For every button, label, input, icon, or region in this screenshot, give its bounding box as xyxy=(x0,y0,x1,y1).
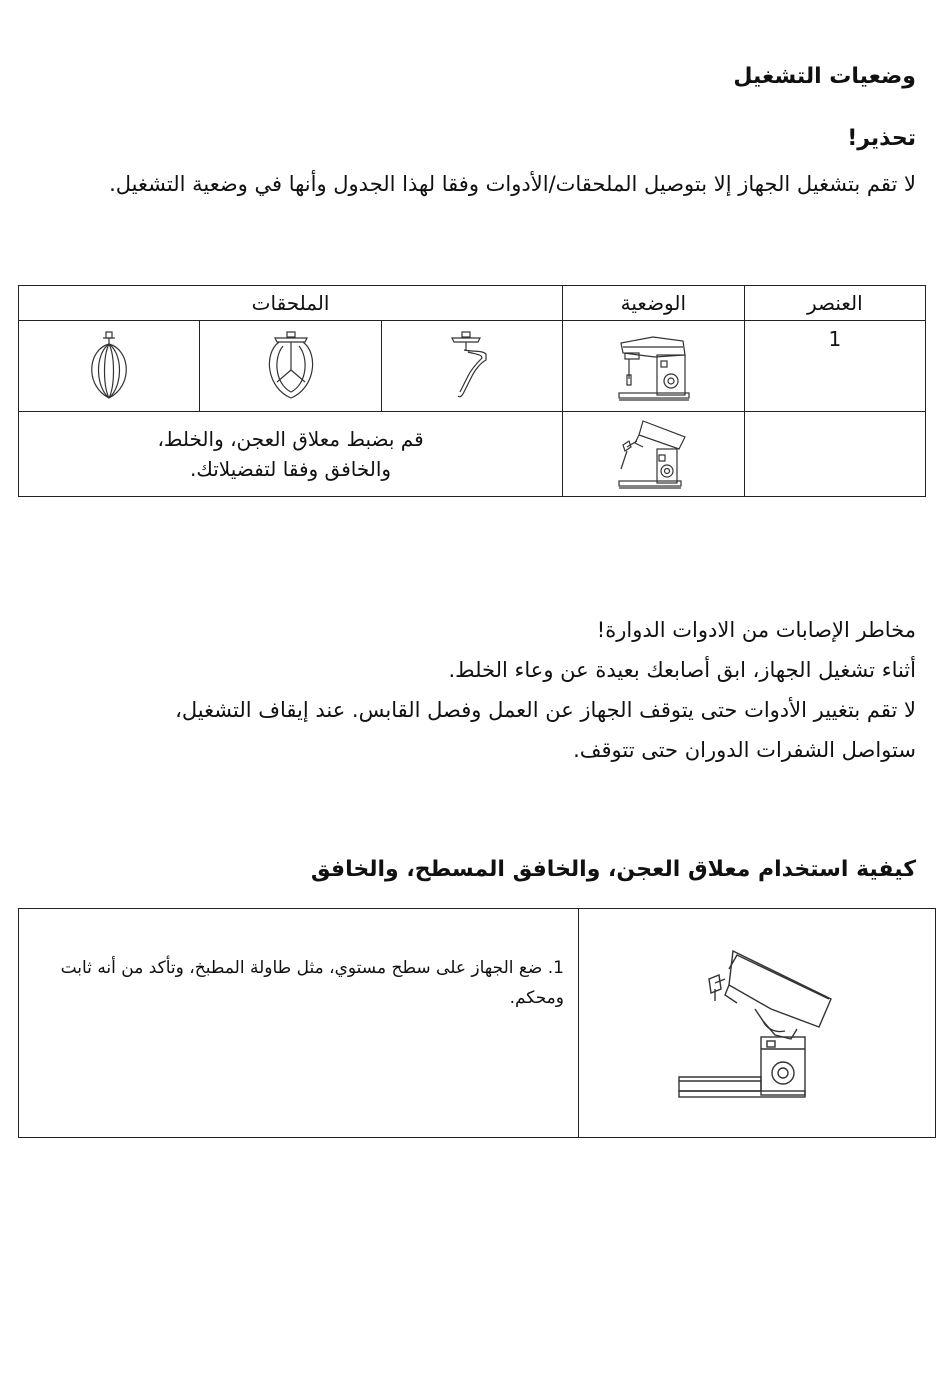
how-to-title: كيفية استخدام معلاق العجن، والخافق المسطح، والخافق xyxy=(310,857,916,882)
item-number: 1 xyxy=(744,321,925,412)
step1-text-cell xyxy=(19,909,579,1138)
mixer-tilted-icon xyxy=(613,417,693,491)
header-accessories: الملحقات xyxy=(19,286,563,321)
positions-table xyxy=(18,285,926,497)
step1-text: 1. ضع الجهاز على سطح مستوي، مثل طاولة المطبخ، وتأكد من أنه ثابت ومحكم. xyxy=(60,958,564,1008)
header-item: العنصر xyxy=(744,286,925,321)
danger-line2: أثناء تشغيل الجهاز، ابق أصابعك بعيدة عن وعاء الخلط. xyxy=(448,658,916,682)
danger-line4: ستواصل الشفرات الدوران حتى تتوقف. xyxy=(573,738,916,762)
adjust-note-line2: والخافق وفقا لتفضيلاتك. xyxy=(190,457,392,481)
header-position: الوضعية xyxy=(563,286,744,321)
section-heading: وضعيات التشغيل xyxy=(733,64,916,89)
step1-image-cell xyxy=(579,909,936,1138)
whisk-cell xyxy=(19,321,200,412)
flat-beater-cell xyxy=(200,321,381,412)
whisk-icon xyxy=(79,330,139,402)
mixer-upright-icon xyxy=(613,329,693,403)
dough-hook-cell xyxy=(381,321,562,412)
empty-item-cell xyxy=(744,412,925,497)
flat-beater-icon xyxy=(261,330,321,402)
mixer-side-tilted-icon xyxy=(579,909,935,1137)
danger-notice xyxy=(40,610,916,770)
position-tilted-cell xyxy=(563,412,744,497)
danger-line3: لا تقم بتغيير الأدوات حتى يتوقف الجهاز عن العمل وفصل القابس. عند إيقاف التشغيل، xyxy=(175,698,916,722)
warning-text: لا تقم بتشغيل الجهاز إلا بتوصيل الملحقات/الأدوات وفقا لهذا الجدول وأنها في وضعية التشغيل. xyxy=(109,172,916,196)
danger-line1: مخاطر الإصابات من الادوات الدوارة! xyxy=(596,618,916,642)
step-table xyxy=(18,908,936,1138)
adjust-note-line1: قم بضبط معلاق العجن، والخلط، xyxy=(157,427,424,451)
warning-title: تحذير! xyxy=(847,126,916,151)
position-upright-cell xyxy=(563,321,744,412)
dough-hook-icon xyxy=(442,330,502,402)
adjust-note xyxy=(19,412,563,497)
